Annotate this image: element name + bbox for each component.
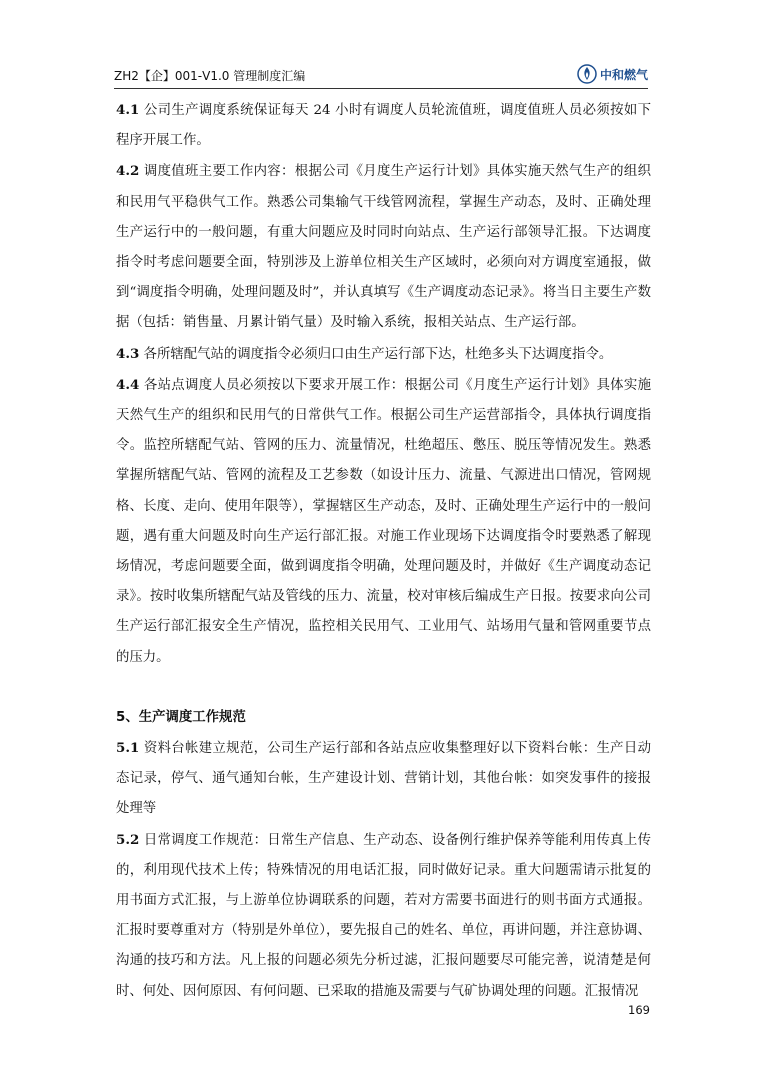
paragraph-5-1 xyxy=(116,733,651,825)
paragraph-text: 各所辖配气站的调度指令必须归口由生产运行部下达，杜绝多头下达调度指令。 xyxy=(139,346,613,362)
document-body xyxy=(116,95,651,1007)
section-number: 4.4 xyxy=(116,376,140,393)
section-number: 4.2 xyxy=(116,163,140,180)
paragraph-text: 各站点调度人员必须按以下要求开展工作：根据公司《月度生产运行计划》具体实施天然气生产的组织和民用气的日常供气工作。根据公司生产运营部指令，具体执行调度指令。监控所辖配气站、管网的压力、流量情况，杜绝超压、憋压、脱压等情况发生。熟悉掌握所辖配气站、管网的流程及工艺参数（如设计压力、流量、气源进出口情况，管网规格、长度、走向、使用年限等），掌握辖区生产动态，及时、正确处理生产运行中的一般问题，遇有重大问题及时向生产运行部汇报。对施工作业现场下达调度指令时要熟悉了解现场情况，考虑问题要全面，做到调度指令明确，处理问题及时，并做好《生产调度动态记录》。按时收集所辖配气站及管线的压力、流量，校对审核后编成生产日报。按要求向公司生产运行部汇报安全生产情况，监控相关民用气、工业用气、站场用气量和管网重要节点的压力。 xyxy=(116,377,651,665)
section-number: 5.1 xyxy=(116,740,140,757)
section-number: 5.2 xyxy=(116,831,140,848)
header-title: ZH2【企】001-V1.0 管理制度汇编 xyxy=(114,69,306,83)
paragraph-4-2 xyxy=(116,156,651,338)
paragraph-4-4 xyxy=(116,370,651,673)
page-header xyxy=(114,60,648,89)
paragraph-text: 公司生产调度系统保证每天 24 小时有调度人员轮流值班，调度值班人员必须按如下程序开展工作。 xyxy=(116,103,651,149)
flame-logo-icon xyxy=(577,64,597,84)
section-number: 4.1 xyxy=(116,102,140,118)
paragraph-text: 调度值班主要工作内容：根据公司《月度生产运行计划》具体实施天然气生产的组织和民用气平稳供气工作。熟悉公司集输气干线管网流程，掌握生产动态，及时、正确处理生产运行中的一般问题，有重大问题应及时同时向站点、生产运行部领导汇报。下达调度指令时考虑问题要全面，特别涉及上游单位相关生产区域时，必须向对方调度室通报，做到“调度指令明确，处理问题及时”，并认真填写《生产调度动态记录》。将当日主要生产数据（包括：销售量、月累计销气量）及时输入系统，报相关站点、生产运行部。 xyxy=(116,164,651,331)
section-number: 4.3 xyxy=(116,345,140,362)
paragraph-text: 资料台帐建立规范，公司生产运行部和各站点应收集整理好以下资料台帐：生产日动态记录，停气、通气通知台帐，生产建设计划、营销计划，其他台帐：如突发事件的接报处理等 xyxy=(116,741,651,817)
paragraph-4-1 xyxy=(116,95,651,156)
page-number: 169 xyxy=(628,1003,650,1017)
section-5-heading: 5、生产调度工作规范 xyxy=(116,709,246,725)
company-logo xyxy=(577,63,648,85)
logo-text: 中和燃气 xyxy=(599,67,648,82)
paragraph-4-3 xyxy=(116,339,651,370)
paragraph-text: 日常调度工作规范：日常生产信息、生产动态、设备例行维护保养等能利用传真上传的，利用现代技术上传；特殊情况的用电话汇报，同时做好记录。重大问题需请示批复的用书面方式汇报，与上游单位协调联系的问题，若对方需要书面进行的则书面方式通报。汇报时要尊重对方（特别是外单位），要先报自己的姓名、单位，再讲问题，并注意协调、沟通的技巧和方法。凡上报的问题必须先分析过滤，汇报问题要尽可能完善，说清楚是何时、何处、因何原因、有何问题、已采取的措施及需要与气矿协调处理的问题。汇报情况 xyxy=(116,832,651,999)
paragraph-5-2 xyxy=(116,825,651,1007)
